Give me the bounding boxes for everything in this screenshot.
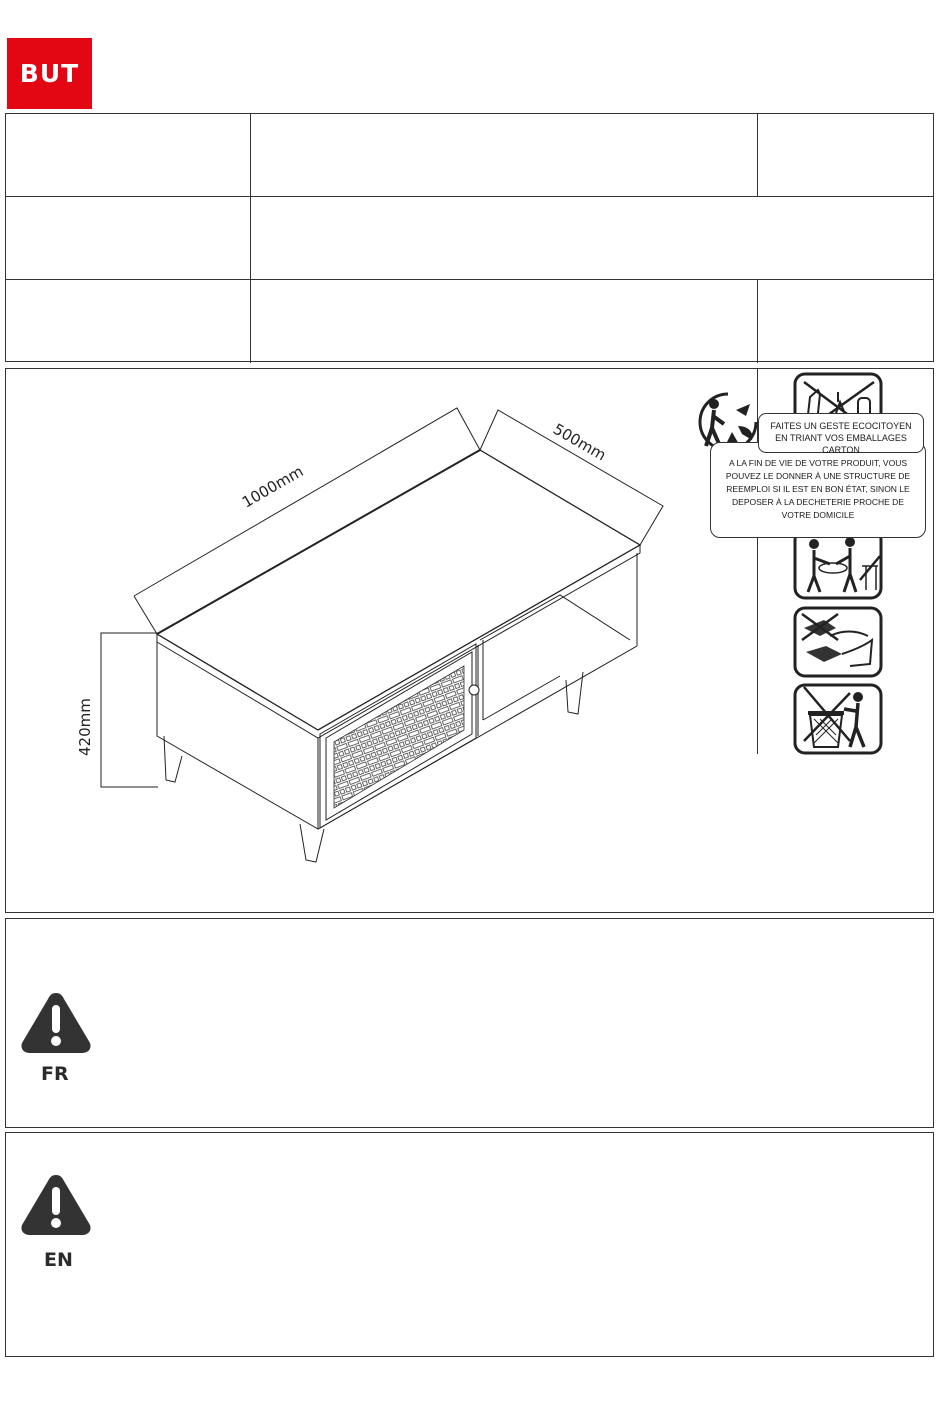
no-trash-disposal-icon [790, 683, 885, 755]
height-dimension-label: 420mm [76, 698, 94, 756]
recycling-body-line: VOTRE DOMICILE [781, 510, 855, 520]
language-label-en: EN [44, 1249, 73, 1271]
warning-triangle-icon [18, 989, 94, 1055]
recycling-headline-line: EN TRIANT VOS EMBALLAGES CARTON [775, 433, 907, 455]
recycling-headline [758, 413, 924, 453]
brand-logo-text: BUT [19, 59, 80, 88]
no-dragging-icon [790, 606, 885, 678]
recycling-body-line: POUVEZ LE DONNER À UNE STRUCTURE DE [725, 471, 911, 481]
recycling-body [710, 442, 926, 538]
recycling-notice [688, 388, 928, 540]
recycling-headline-line: FAITES UN GESTE ECOCITOYEN [770, 421, 912, 431]
language-label-fr: FR [41, 1063, 69, 1085]
length-dimension-label: 1000mm [239, 462, 307, 512]
warning-section-en [5, 1132, 934, 1357]
depth-dimension-label: 500mm [550, 419, 610, 465]
recycling-body-line: DEPOSER À LA DECHETERIE PROCHE DE [732, 497, 904, 507]
recycling-body-line: REEMPLOI SI IL EST EN BON ÉTAT, SINON LE [726, 484, 910, 494]
recycling-body-line: A LA FIN DE VIE DE VOTRE PRODUIT, VOUS [728, 458, 908, 468]
warning-section-fr [5, 918, 934, 1128]
warning-triangle-icon [18, 1171, 94, 1237]
